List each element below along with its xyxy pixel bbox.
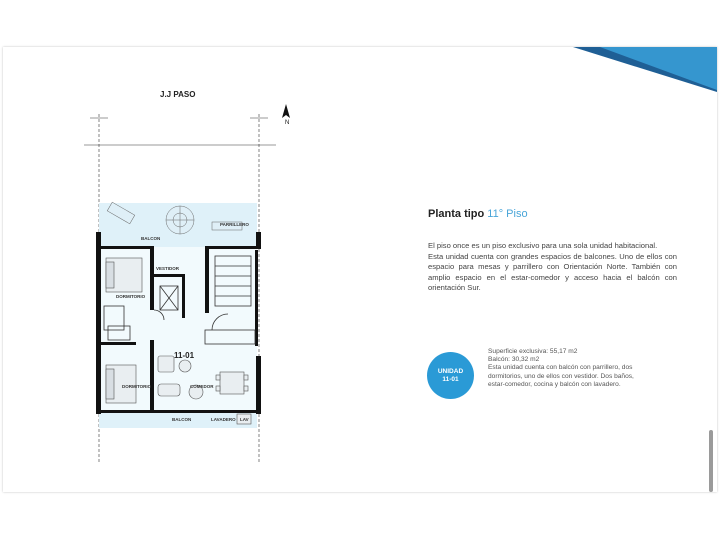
room-label-parrillero: PARRILLERO — [220, 222, 249, 227]
room-label-vestidor: VESTIDOR — [156, 266, 180, 271]
unit-badge: UNIDAD 11-01 — [427, 352, 474, 399]
plan-description — [428, 241, 677, 294]
svg-text:N: N — [285, 120, 290, 126]
room-label-lavadero: LAVADERO — [211, 417, 236, 422]
unit-label: 11-01 — [174, 351, 195, 360]
room-label-balcon-top: BALCON — [141, 236, 161, 241]
unit-details — [488, 348, 638, 389]
detail-balcony: Balcón: 30,32 m2 — [488, 356, 540, 364]
north-arrow-icon — [282, 104, 290, 126]
scrollbar-thumb[interactable] — [709, 430, 713, 492]
street-name: J.J PASO — [160, 90, 196, 99]
description-paragraph-2: Esta unidad cuenta con grandes espacios de balcones. Uno de ellos con espacio para mesas y parrillero con Orientación Norte. También con amplio espacio en el estar-comedor y acceso hacia el balcón con orientación Sur. — [428, 251, 677, 293]
description-paragraph-1: El piso once es un piso exclusivo para una sola unidad habitacional. — [428, 241, 658, 250]
room-label-comedor: COMEDOR — [190, 384, 214, 389]
room-label-lav: LAV — [240, 417, 249, 422]
room-label-balcon-bottom: BALCON — [172, 417, 192, 422]
detail-surface: Superficie exclusiva: 55,17 m2 — [488, 348, 578, 355]
room-label-dormitorio-1: DORMITORIO — [116, 294, 146, 299]
detail-features: Esta unidad cuenta con balcón con parrillero, dos dormitorios, uno de ellos con vestidor. Dos baños, estar-comedor, cocina y balcón con lavadero. — [488, 364, 634, 388]
plan-title: Planta tipo 11° Piso — [428, 208, 528, 220]
room-label-dormitorio-2: DORMITORIO — [122, 384, 152, 389]
